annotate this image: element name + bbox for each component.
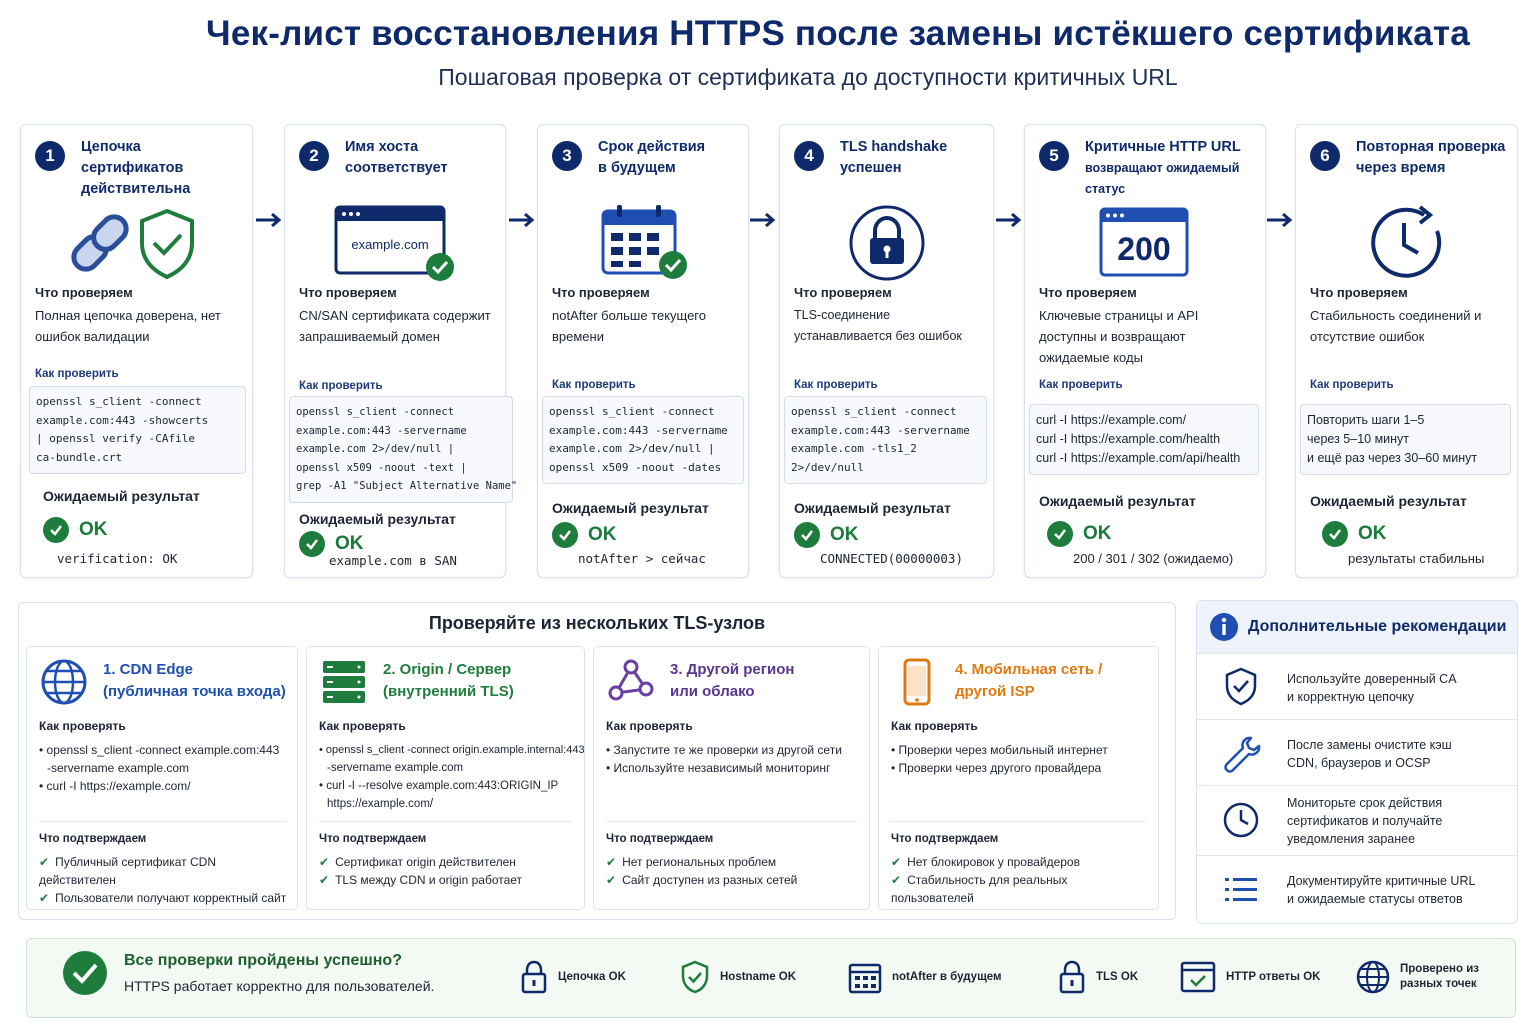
footer-item: TLS OK bbox=[1058, 955, 1138, 999]
check-icon bbox=[299, 531, 325, 557]
what-label: Что проверяем bbox=[1039, 285, 1137, 300]
clock-refresh-icon bbox=[1296, 193, 1517, 293]
footer-title: Все проверки пройдены успешно? bbox=[124, 952, 402, 969]
checkmark-icon: ✔ bbox=[891, 873, 902, 887]
expected-label: Ожидаемый результат bbox=[1039, 493, 1196, 509]
result-text: результаты стабильны bbox=[1348, 551, 1485, 566]
browser-check-icon bbox=[285, 193, 505, 293]
recommendation-item bbox=[1197, 785, 1517, 855]
what-text: Полная цепочка доверена, нет ошибок валидации bbox=[35, 308, 221, 344]
chain-shield-icon bbox=[21, 193, 252, 293]
command-block[interactable]: openssl s_client -connect example.com:443 -servername example.com 2>/dev/null | openssl x509 -noout -dates bbox=[542, 396, 744, 484]
node-how-label: Как проверять bbox=[891, 719, 978, 733]
server-icon bbox=[319, 657, 369, 707]
command-block[interactable]: openssl s_client -connect example.com:443 -showcerts | openssl verify -CAfile ca-bundle.crt bbox=[29, 386, 246, 474]
step-title: Повторная проверка через время bbox=[1356, 139, 1506, 176]
http-200-icon bbox=[1025, 193, 1265, 293]
page-subtitle: Пошаговая проверка от сертификата до доступности критичных URL bbox=[438, 64, 1178, 90]
node-card-origin bbox=[306, 646, 585, 910]
step-card-2 bbox=[284, 124, 518, 578]
command-block[interactable]: curl -I https://example.com/ curl -I https://example.com/health curl -I https://example.com/api/health bbox=[1029, 404, 1259, 475]
svg-text:example.com: example.com bbox=[351, 237, 429, 252]
step-number: 2 bbox=[299, 141, 329, 171]
footer-item: Проверено из разных точек bbox=[1356, 955, 1479, 999]
ok-status: OK bbox=[552, 522, 617, 548]
expected-label: Ожидаемый результат bbox=[1310, 493, 1467, 509]
checkmark-icon: ✔ bbox=[39, 855, 50, 869]
expected-label: Ожидаемый результат bbox=[43, 488, 200, 504]
divider bbox=[606, 821, 857, 822]
tls-nodes-title: Проверяйте из нескольких TLS-узлов bbox=[428, 613, 766, 633]
step-title: Срок действия в будущем bbox=[598, 139, 706, 176]
wrench-icon bbox=[1221, 734, 1261, 774]
command-block[interactable]: Повторить шаги 1–5 через 5–10 минут и ещё раз через 30–60 минут bbox=[1300, 404, 1511, 475]
step-title: Имя хоста соответствует bbox=[345, 139, 448, 176]
how-label: Как проверить bbox=[1039, 379, 1123, 391]
node-confirm-list: ✔ Сертификат origin действителен ✔ TLS между CDN и origin работает bbox=[319, 855, 523, 887]
success-check-icon bbox=[62, 950, 108, 996]
node-title: 3. Другой регион или облако bbox=[670, 661, 795, 700]
step-title: Цепочка сертификатов действительна bbox=[81, 139, 191, 197]
checkmark-icon: ✔ bbox=[606, 855, 617, 869]
node-card-mobile bbox=[878, 646, 1159, 910]
ok-status: OK bbox=[1322, 521, 1387, 547]
node-confirm-label: Что подтверждаем bbox=[319, 833, 427, 845]
footer-subtitle: HTTPS работает корректно для пользователей. bbox=[124, 978, 435, 994]
what-label: Что проверяем bbox=[299, 285, 397, 300]
calendar-check-icon bbox=[538, 193, 748, 293]
result-text: CONNECTED(00000003) bbox=[820, 551, 963, 566]
node-confirm-list: ✔ Публичный сертификат CDN действителен ✔ Пользователи получают корректный сайт bbox=[39, 855, 287, 905]
how-label: Как проверить bbox=[1310, 379, 1394, 391]
node-card-region bbox=[593, 646, 870, 910]
result-text: 200 / 301 / 302 (ожидаемо) bbox=[1073, 551, 1234, 566]
step-number: 4 bbox=[794, 141, 824, 171]
node-how-list: • Проверки через мобильный интернет • Проверки через другого провайдера bbox=[891, 743, 1108, 775]
node-confirm-label: Что подтверждаем bbox=[891, 833, 999, 845]
step-number: 1 bbox=[35, 141, 65, 171]
checkmark-icon: ✔ bbox=[891, 855, 902, 869]
node-confirm-list: ✔ Нет блокировок у провайдеров ✔ Стабильность для реальных пользователей bbox=[891, 855, 1080, 905]
divider bbox=[891, 821, 1146, 822]
check-icon bbox=[1047, 521, 1073, 547]
checkmark-icon: ✔ bbox=[39, 891, 50, 905]
step-number: 6 bbox=[1310, 141, 1340, 171]
what-text: Стабильность соединений и отсутствие ошибок bbox=[1310, 308, 1482, 344]
globe-icon bbox=[39, 657, 89, 707]
ok-status: OK bbox=[1047, 521, 1112, 547]
svg-text:200: 200 bbox=[1117, 231, 1171, 267]
node-confirm-label: Что подтверждаем bbox=[39, 833, 147, 845]
list-icon bbox=[1221, 870, 1261, 910]
footer-item: notAfter в будущем bbox=[848, 955, 1002, 999]
node-how-list: • openssl s_client -connect origin.example.internal:443 -servername example.com • curl -I --resolve example.com:443:ORIGIN_IP https://example.com/ bbox=[319, 744, 585, 810]
lock-icon bbox=[520, 960, 548, 994]
how-label: Как проверить bbox=[35, 368, 119, 380]
shield-check-icon bbox=[680, 960, 710, 994]
lock-icon bbox=[780, 193, 993, 293]
ok-status: OK bbox=[299, 531, 364, 557]
check-icon bbox=[43, 517, 69, 543]
result-text: verification: OK bbox=[57, 551, 178, 566]
what-text: CN/SAN сертификата содержит запрашиваемый домен bbox=[299, 308, 491, 344]
globe-icon bbox=[1356, 960, 1390, 994]
recommendation-item bbox=[1197, 653, 1517, 719]
step-number: 3 bbox=[552, 141, 582, 171]
node-how-list: • Запустите те же проверки из другой сети • Используйте независимый мониторинг bbox=[606, 743, 842, 775]
page-title: Чек-лист восстановления HTTPS после замены истёкшего сертификата bbox=[206, 14, 1470, 53]
node-how-label: Как проверять bbox=[319, 719, 406, 733]
recommendation-text: Используйте доверенный CA и корректную цепочку bbox=[1287, 672, 1457, 704]
check-icon bbox=[552, 522, 578, 548]
expected-label: Ожидаемый результат bbox=[794, 500, 951, 516]
arrow-right-icon bbox=[1265, 208, 1295, 232]
step-title: Критичные HTTP URL возвращают ожидаемый статус bbox=[1085, 139, 1241, 196]
calendar-icon bbox=[848, 960, 882, 994]
info-icon bbox=[1209, 612, 1239, 642]
ok-status: OK bbox=[794, 522, 859, 548]
lock-icon bbox=[1058, 960, 1086, 994]
checkmark-icon: ✔ bbox=[319, 855, 330, 869]
recommendation-text: Мониторьте срок действия сертификатов и получайте уведомления заранее bbox=[1287, 796, 1443, 846]
what-label: Что проверяем bbox=[35, 285, 133, 300]
divider bbox=[319, 821, 572, 822]
expected-label: Ожидаемый результат bbox=[299, 511, 456, 527]
how-label: Как проверить bbox=[794, 379, 878, 391]
expected-label: Ожидаемый результат bbox=[552, 500, 709, 516]
command-block[interactable]: openssl s_client -connect example.com:443 -servername example.com -tls1_2 2>/dev/null bbox=[784, 396, 987, 484]
step-number: 5 bbox=[1039, 141, 1069, 171]
node-how-label: Как проверять bbox=[606, 719, 693, 733]
check-icon bbox=[1322, 521, 1348, 547]
arrow-right-icon bbox=[507, 208, 537, 232]
step-card-3 bbox=[537, 124, 749, 578]
step-title: TLS handshake успешен bbox=[840, 139, 948, 176]
recommendation-text: Документируйте критичные URL и ожидаемые статусы ответов bbox=[1287, 874, 1476, 906]
arrow-right-icon bbox=[994, 208, 1024, 232]
arrow-right-icon bbox=[748, 208, 778, 232]
network-nodes-icon bbox=[606, 657, 656, 707]
checkmark-icon: ✔ bbox=[319, 873, 330, 887]
node-confirm-label: Что подтверждаем bbox=[606, 833, 714, 845]
what-text: TLS-соединение устанавливается без ошибок bbox=[794, 308, 962, 343]
browser-check-icon bbox=[1180, 960, 1216, 994]
step-card-6 bbox=[1295, 124, 1518, 578]
result-text: notAfter > сейчас bbox=[578, 551, 706, 566]
node-confirm-list: ✔ Нет региональных проблем ✔ Сайт доступен из разных сетей bbox=[606, 855, 798, 887]
step-card-4 bbox=[779, 124, 994, 578]
footer-item: Hostname OK bbox=[680, 955, 796, 999]
recommendations-title: Дополнительные рекомендации bbox=[1248, 618, 1507, 635]
how-label: Как проверить bbox=[552, 379, 636, 391]
node-title: 2. Origin / Сервер (внутренний TLS) bbox=[383, 661, 514, 700]
node-title: 1. CDN Edge (публичная точка входа) bbox=[103, 661, 286, 700]
recommendation-text: После замены очистите кэш CDN, браузеров и OCSP bbox=[1287, 738, 1452, 770]
node-card-cdn bbox=[26, 646, 298, 910]
checkmark-icon: ✔ bbox=[606, 873, 617, 887]
recommendation-item bbox=[1197, 855, 1517, 921]
shield-check-icon bbox=[1221, 666, 1261, 706]
result-text: example.com в SAN bbox=[329, 553, 457, 568]
footer-item: HTTP ответы OK bbox=[1180, 955, 1320, 999]
footer-item: Цепочка OK bbox=[520, 955, 626, 999]
clock-icon bbox=[1221, 800, 1261, 840]
node-title: 4. Мобильная сеть / другой ISP bbox=[955, 661, 1103, 700]
node-how-label: Как проверять bbox=[39, 719, 126, 733]
step-card-5 bbox=[1024, 124, 1266, 578]
what-label: Что проверяем bbox=[1310, 285, 1408, 300]
how-label: Как проверить bbox=[299, 380, 383, 392]
check-icon bbox=[794, 522, 820, 548]
recommendation-item bbox=[1197, 719, 1517, 785]
step-card-1 bbox=[20, 124, 253, 578]
node-how-list: • openssl s_client -connect example.com:443 -servername example.com • curl -I https://example.com/ bbox=[39, 743, 280, 793]
command-block[interactable]: openssl s_client -connect example.com:443 -servername example.com 2>/dev/null | openssl x509 -noout -text | grep -A1 "Subject Alternative Name" bbox=[289, 396, 513, 503]
arrow-right-icon bbox=[254, 208, 284, 232]
what-label: Что проверяем bbox=[794, 285, 892, 300]
divider bbox=[39, 821, 285, 822]
what-label: Что проверяем bbox=[552, 285, 650, 300]
mobile-phone-icon bbox=[891, 657, 941, 707]
what-text: Ключевые страницы и API доступны и возвращают ожидаемые коды bbox=[1039, 308, 1199, 365]
what-text: notAfter больше текущего времени bbox=[552, 308, 706, 344]
ok-status: OK bbox=[43, 517, 108, 543]
